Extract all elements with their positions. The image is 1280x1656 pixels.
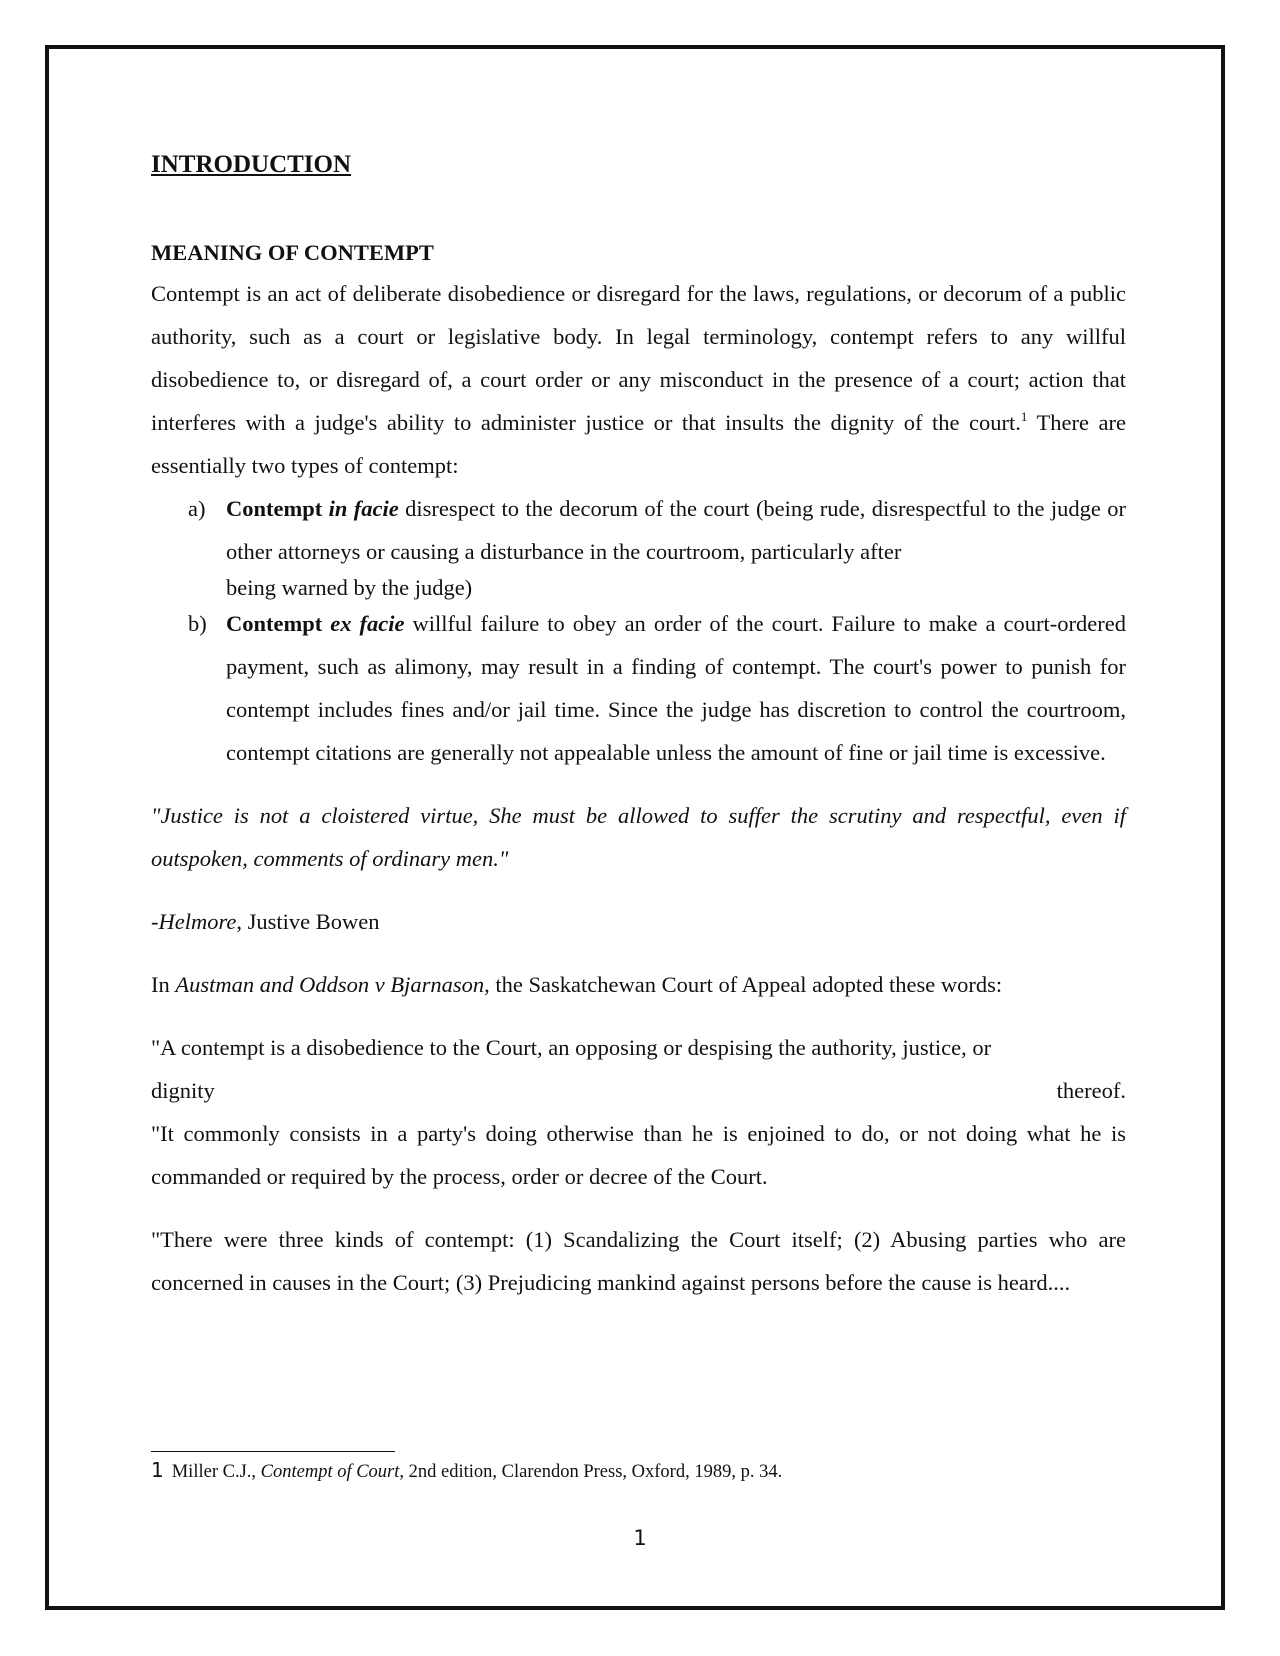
list-item bbox=[151, 602, 1126, 774]
footnote-book-title: Contempt of Court bbox=[260, 1462, 400, 1482]
definition-paragraph bbox=[151, 272, 1126, 487]
footnote-reference[interactable]: 1 bbox=[1020, 409, 1028, 424]
case-paragraph: In Austman and Oddson v Bjarnason, the Saskatchewan Court of Appeal adopted these words: bbox=[151, 972, 1003, 997]
block-quote: "Justice is not a cloistered virtue, She must be allowed to suffer the scrutiny and respectful, even if outspoken, comments of ordinary men." bbox=[151, 803, 1126, 871]
definition-text: Contempt is an act of deliberate disobedience or disregard for the laws, regulations, or decorum of a public authority, such as a court or legislative body. In legal terminology, contempt refers to any willful disobedience to, or disregard of, a court order or any misconduct in the presence of a court; action that interferes with a judge's ability to administer justice or that insults the dignity of the court. bbox=[151, 281, 1126, 435]
case-name: Austman and Oddson v Bjarnason bbox=[175, 972, 485, 997]
list-item bbox=[151, 487, 1126, 602]
document-body bbox=[151, 148, 1126, 1304]
type-label: Contempt ex facie bbox=[226, 611, 405, 636]
court-quote bbox=[151, 1026, 1126, 1198]
type-description: willful failure to obey an order of the court. Failure to make a court-ordered payment, such as alimony, may result in a finding of contempt. The court's power to punish for contempt includes fines and/or jail time. Since the judge has discretion to control the courtroom, contempt citations are generally not appealable unless the amount of fine or jail time is excessive. bbox=[226, 611, 1126, 765]
page-number: 1 bbox=[633, 1526, 647, 1550]
footnote-number: 1 bbox=[151, 1458, 164, 1482]
page-title: INTRODUCTION bbox=[151, 151, 352, 178]
contempt-types-list bbox=[151, 487, 1126, 774]
three-kinds-paragraph: "There were three kinds of contempt: (1) Scandalizing the Court itself; (2) Abusing parties who are concerned in causes in the Court; (3) Prejudicing mankind against persons before the cause is heard.... bbox=[151, 1227, 1126, 1295]
court-quote-line: "It commonly consists in a party's doing otherwise than he is enjoined to do, or not doing what he is commanded or required by the process, order or decree of the Court. bbox=[151, 1121, 1126, 1189]
list-marker: b) bbox=[188, 611, 207, 636]
type-description: disrespect to the decorum of the court (being rude, disrespectful to the judge or other attorneys or causing a disturbance in the courtroom, particularly after bbox=[226, 496, 1126, 564]
definition-tail: There are essentially two types of contempt: bbox=[151, 410, 1126, 478]
footnote: 1 Miller C.J., Contempt of Court, 2nd edition, Clarendon Press, Oxford, 1989, p. 34. bbox=[151, 1458, 783, 1482]
list-marker: a) bbox=[188, 496, 206, 521]
court-quote-line: "A contempt is a disobedience to the Court, an opposing or despising the authority, justice, or bbox=[151, 1035, 992, 1060]
type-label: Contempt in facie bbox=[226, 496, 399, 521]
court-quote-justified-row: dignity thereof. bbox=[151, 1078, 1126, 1103]
quote-attribution: -Helmore, Justive Bowen bbox=[151, 909, 380, 934]
type-description-end: being warned by the judge) bbox=[226, 575, 473, 600]
footnote-divider bbox=[151, 1451, 395, 1452]
section-heading: MEANING OF CONTEMPT bbox=[151, 240, 434, 265]
